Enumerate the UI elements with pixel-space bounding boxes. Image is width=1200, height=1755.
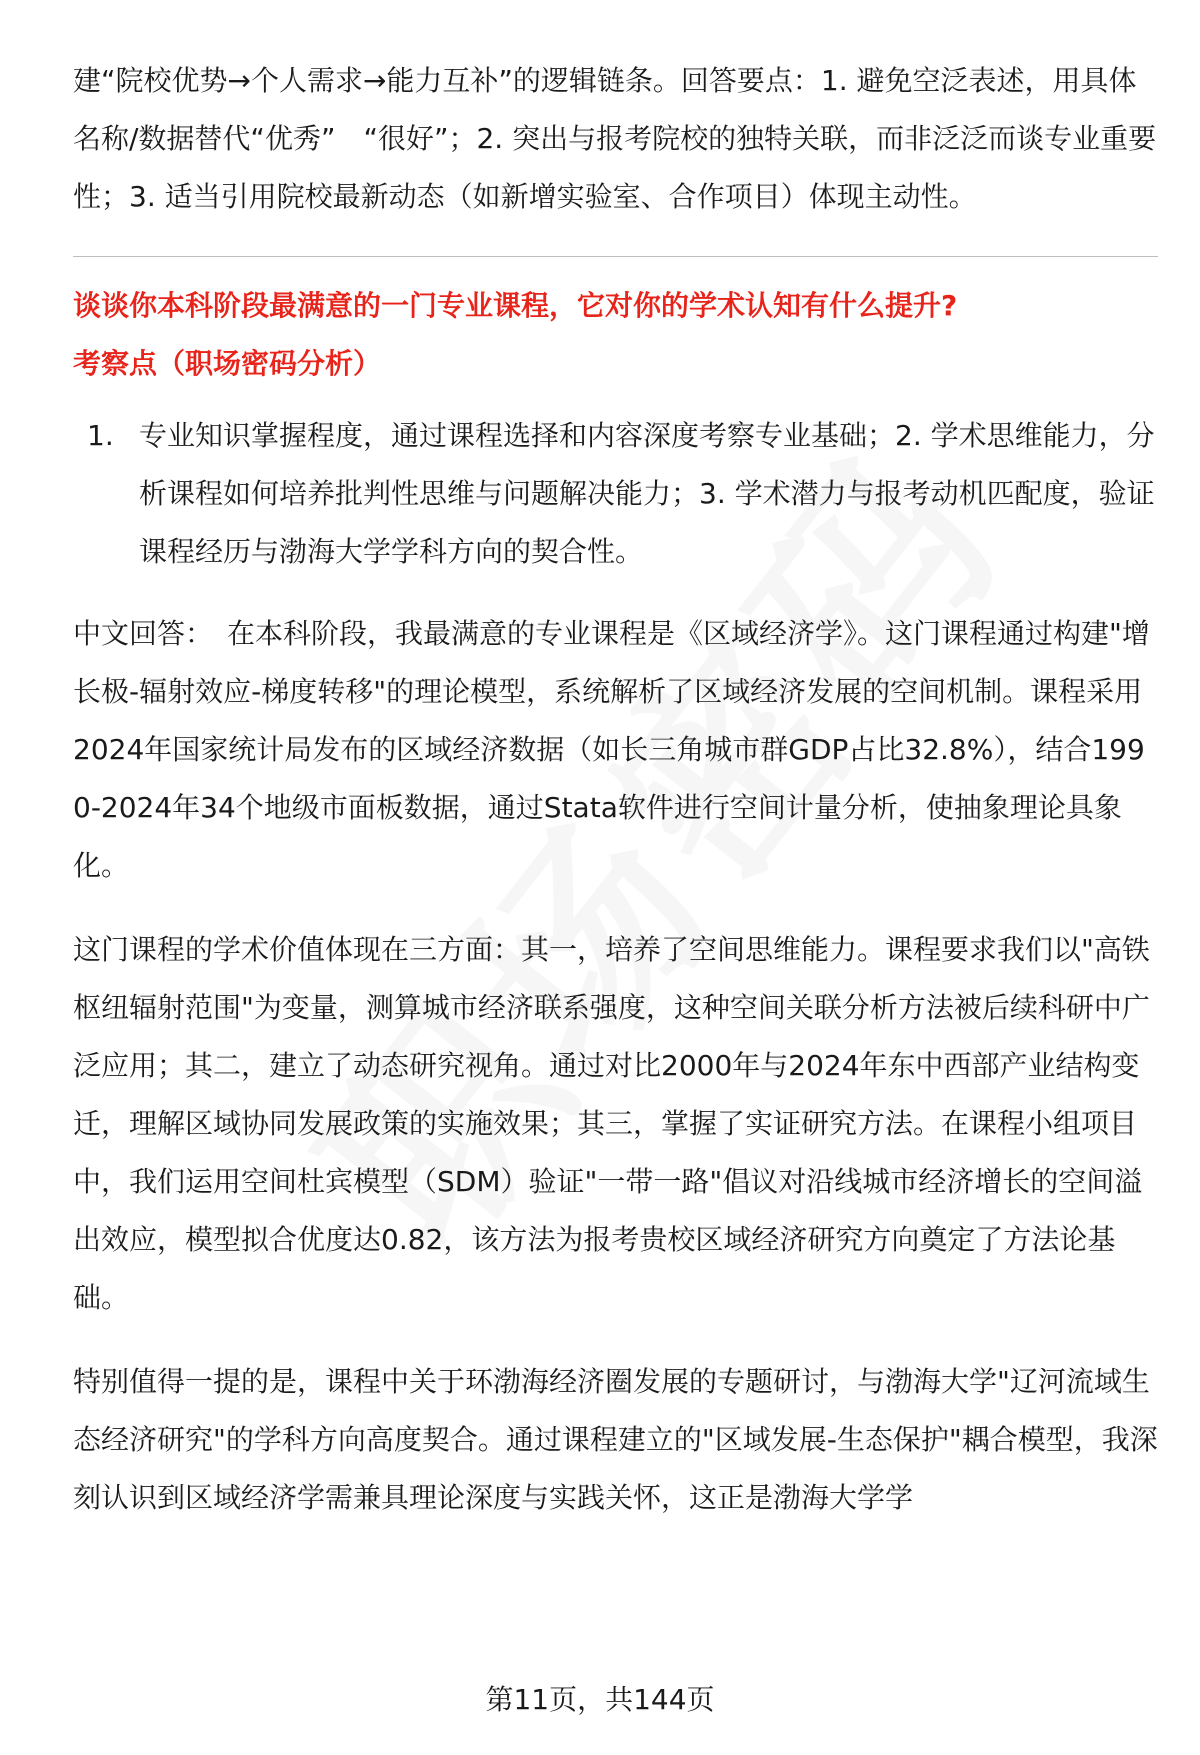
page-content bbox=[73, 52, 1158, 1553]
answer-paragraph-2: 这门课程的学术价值体现在三方面：其一，培养了空间思维能力。课程要求我们以"高铁枢纽辐射范围"为变量，测算城市经济联系强度，这种空间关联分析方法被后续科研中广泛应用；其二，建立了动态研究视角。通过对比2000年与2024年东中西部产业结构变迁，理解区域协同发展政策的实施效果；其三，掌握了实证研究方法。在课程小组项目中，我们运用空间杜宾模型（SDM）验证"一带一路"倡议对沿线城市经济增长的空间溢出效应，模型拟合优度达0.82，该方法为报考贵校区域经济研究方向奠定了方法论基础。 bbox=[73, 933, 1150, 1314]
answer-paragraph-1: 中文回答： 在本科阶段，我最满意的专业课程是《区域经济学》。这门课程通过构建"增长极-辐射效应-梯度转移"的理论模型，系统解析了区域经济发展的空间机制。课程采用2024年国家统计局发布的区域经济数据（如长三角城市群GDP占比32.8%），结合1990-2024年34个地级市面板数据，通过Stata软件进行空间计量分析，使抽象理论具象化。 bbox=[73, 617, 1150, 882]
section-divider bbox=[73, 256, 1158, 257]
question-heading: 谈谈你本科阶段最满意的一门专业课程，它对你的学术认知有什么提升? bbox=[73, 289, 958, 322]
analysis-heading: 考察点（职场密码分析） bbox=[73, 347, 382, 380]
answer-paragraph-3: 特别值得一提的是，课程中关于环渤海经济圈发展的专题研讨，与渤海大学"辽河流域生态经济研究"的学科方向高度契合。通过课程建立的"区域发展-生态保护"耦合模型，我深刻认识到区域经济学需兼具理论深度与实践关怀，这正是渤海大学学 bbox=[73, 1365, 1158, 1514]
analysis-list-item bbox=[73, 407, 1158, 581]
list-number: 1. bbox=[87, 419, 114, 452]
intro-paragraph: 建“院校优势→个人需求→能力互补”的逻辑链条。回答要点：1. 避免空泛表述，用具体名称/数据替代“优秀” “很好”；2. 突出与报考院校的独特关联，而非泛泛而谈专业重要性；3. 适当引用院校最新动态（如新增实验室、合作项目）体现主动性。 bbox=[73, 64, 1157, 213]
page-footer: 第11页，共144页 bbox=[485, 1683, 715, 1716]
list-text: 专业知识掌握程度，通过课程选择和内容深度考察专业基础；2. 学术思维能力，分析课程如何培养批判性思维与问题解决能力；3. 学术潜力与报考动机匹配度，验证课程经历与渤海大学学科方向的契合性。 bbox=[139, 419, 1155, 568]
